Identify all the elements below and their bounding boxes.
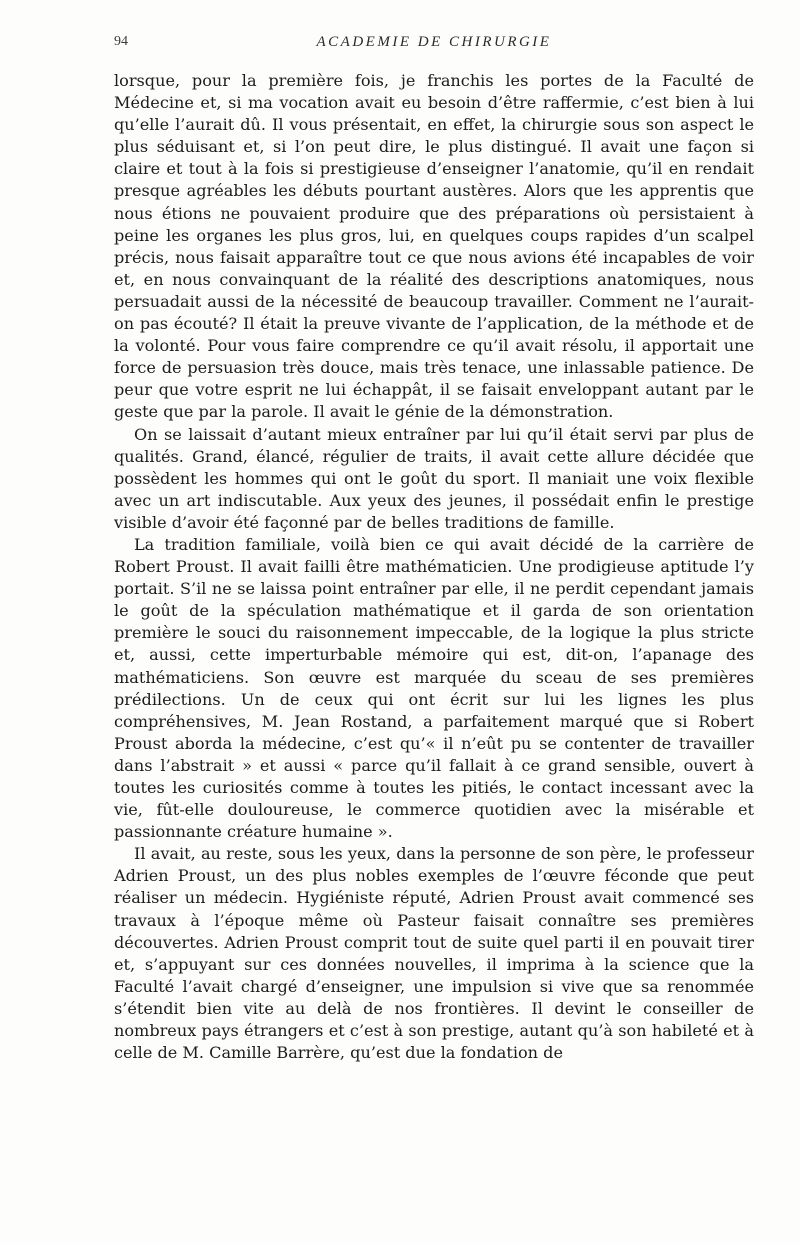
body-text — [114, 70, 754, 1064]
paragraph-2: On se laissait d’autant mieux entraîner par lui qu’il était servi par plus de qualités. Grand, élancé, régulier de traits, il avait cette allure décidée que possèdent les hommes qui ont le goût du sport. Il maniait une voix flexible avec un art indiscutable. Aux yeux des jeunes, il possédait enfin le prestige visible d’avoir été façonné par de belles traditions de famille. — [114, 424, 754, 532]
paragraph-4: Il avait, au reste, sous les yeux, dans la personne de son père, le professeur Adrien Proust, un des plus nobles exemples de l’œuvre féconde que peut réaliser un médecin. Hygiéniste réputé, Adrien Proust avait commencé ses travaux à l’époque même où Pasteur faisait connaître ses premières découvertes. Adrien Proust comprit tout de suite quel parti il en pouvait tirer et, s’appuyant sur ces données nouvelles, il imprima à la science que la Faculté l’avait chargé d’enseigner, une impulsion si vive que sa renommée s’étendit bien vite au delà de nos frontières. Il devint le conseiller de nombreux pays étrangers et c’est à son prestige, autant qu’à son habileté et à celle de M. Camille Barrère, qu’est due la fondation de — [114, 844, 754, 1063]
running-head — [114, 34, 754, 58]
paragraph-1: lorsque, pour la première fois, je franchis les portes de la Faculté de Médecine et, si ma vocation avait eu besoin d’être raffermie, c’est bien à lui qu’elle l’aurait dû. Il vous présentait, en effet, la chirurgie sous son aspect le plus séduisant et, si l’on peut dire, le plus distingué. Il avait une façon si claire et tout à la fois si prestigieuse d’enseigner l’anatomie, qu’il en rendait presque agréables les débuts pourtant austères. Alors que les apprentis que nous étions ne pouvaient produire que des préparations où persistaient à peine les organes les plus gros, lui, en quelques coups rapides d’un scalpel précis, nous faisait apparaître tout ce que nous avions été incapables de voir et, en nous convainquant de la réalité des descriptions anatomiques, nous persuadait aussi de la nécessité de beaucoup travailler. Comment ne l’aurait-on pas écouté? Il était la preuve vivante de l’application, de la méthode et de la volonté. Pour vous faire comprendre ce qu’il avait résolu, il apportait une force de persuasion très douce, mais très tenace, une inlassable patience. De peur que votre esprit ne lui échappât, il se faisait enveloppant autant par le geste que par la parole. Il avait le génie de la démonstration. — [114, 71, 754, 422]
journal-title: ACADEMIE DE CHIRURGIE — [316, 34, 552, 50]
paragraph-3: La tradition familiale, voilà bien ce qui avait décidé de la carrière de Robert Proust. Il avait failli être mathématicien. Une prodigieuse aptitude l’y portait. S’il ne se laissa point entraîner par elle, il ne perdit cependant jamais le goût de la spéculation mathématique et il garda de son orientation première le souci du raisonnement impeccable, de la logique la plus stricte et, aussi, cette imperturbable mémoire qui est, dit-on, l’apanage des mathématiciens. Son œuvre est marquée du sceau de ses premières prédilections. Un de ceux qui ont écrit sur lui les lignes les plus compréhensives, M. Jean Rostand, a parfaitement marqué que si Robert Proust aborda la médecine, c’est qu’« il n’eût pu se contenter de travailler dans l’abstrait » et aussi « parce qu’il fallait à ce grand sensible, ouvert à toutes les curiosités comme à toutes les pitiés, le contact incessant avec la vie, fût-elle douloureuse, le commerce quotidien avec la misérable et passionnante créature humaine ». — [114, 534, 754, 842]
page-number: 94 — [114, 34, 128, 49]
